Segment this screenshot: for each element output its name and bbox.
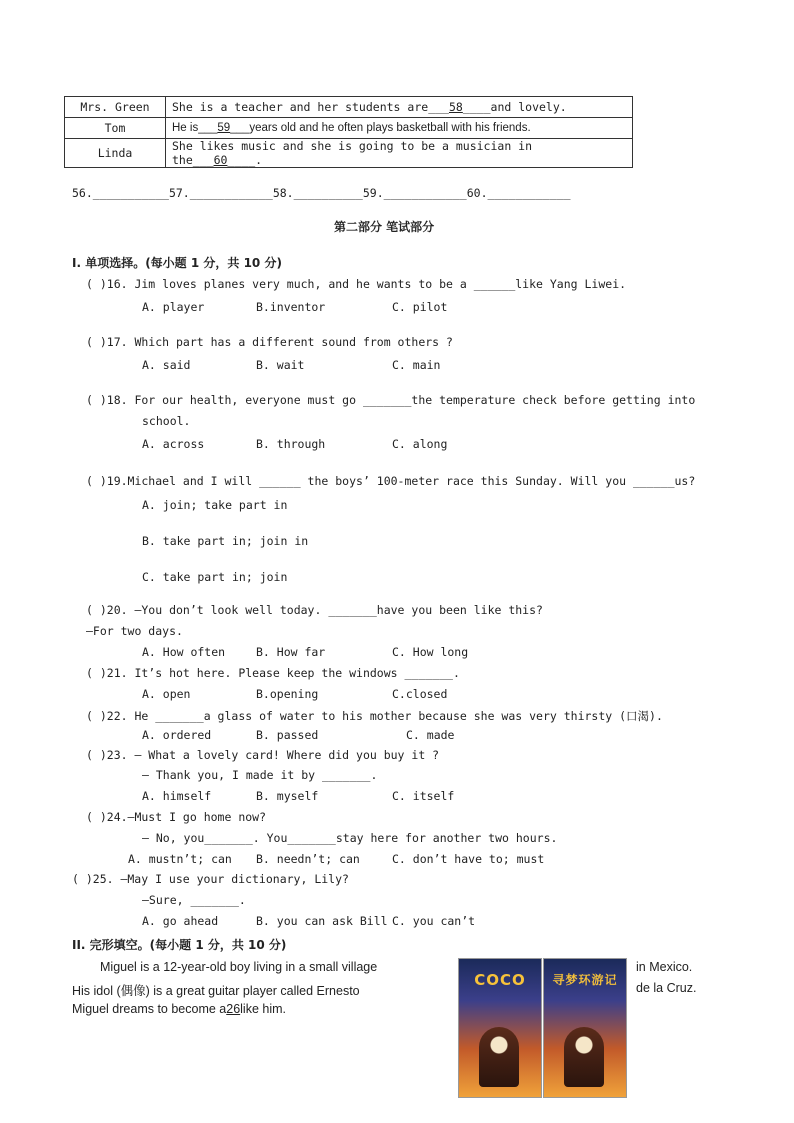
answer-line: 56.___________57.____________58.__________59.____________60.____________ xyxy=(72,186,571,200)
option: B. needn’t; can xyxy=(256,852,360,866)
question-continuation: —Sure, _______. xyxy=(142,893,246,907)
passage-line: de la Cruz. xyxy=(636,981,697,995)
poster-logo: 寻梦环游记 xyxy=(552,973,618,987)
option: A. player xyxy=(142,300,205,314)
question-stem: ( )20. —You don’t look well today. _______have you been like this? xyxy=(86,603,543,617)
option: A. open xyxy=(142,687,191,701)
option: A. across xyxy=(142,437,205,451)
option: B. How far xyxy=(256,645,326,659)
table-row xyxy=(65,97,633,118)
option: A. join; take part in xyxy=(142,498,288,512)
option: A. go ahead xyxy=(142,914,219,928)
option: B. you can ask Bill xyxy=(256,914,388,928)
question-stem: ( )17. Which part has a different sound from others ? xyxy=(86,335,453,349)
poster-logo: COCO xyxy=(474,971,526,989)
option: C. you can’t xyxy=(392,914,476,928)
option: C. pilot xyxy=(392,300,448,314)
question-continuation: — Thank you, I made it by _______. xyxy=(142,768,378,782)
option: C. made xyxy=(406,728,455,742)
option: C. take part in; join xyxy=(142,570,288,584)
info-table xyxy=(64,96,633,168)
option: A. himself xyxy=(142,789,212,803)
option: B.inventor xyxy=(256,300,326,314)
option: B. passed xyxy=(256,728,319,742)
option: C. don’t have to; must xyxy=(392,852,545,866)
passage-line: His idol (偶像) is a great guitar player called Ernesto xyxy=(72,984,360,998)
section-title: I. 单项选择。(每小题 1 分，共 10 分) xyxy=(72,256,282,270)
question-continuation: — No, you_______. You_______stay here for another two hours. xyxy=(142,831,558,845)
question-continuation: school. xyxy=(142,414,191,428)
option: A. ordered xyxy=(142,728,212,742)
section-title: II. 完形填空。(每小题 1 分，共 10 分) xyxy=(72,938,287,952)
question-stem: ( )25. —May I use your dictionary, Lily? xyxy=(72,872,349,886)
passage-line: in Mexico. xyxy=(636,960,693,974)
question-stem: ( )18. For our health, everyone must go _______the temperature check before getting into xyxy=(86,393,696,407)
movie-poster-image xyxy=(458,958,542,1098)
table-cell-name: Tom xyxy=(65,118,166,139)
passage-line: Miguel is a 12-year-old boy living in a small village xyxy=(100,960,378,974)
table-row xyxy=(65,139,633,168)
table-cell-text: She likes music and she is going to be a musician in the___60____. xyxy=(166,139,633,168)
table-row xyxy=(65,118,633,139)
question-stem: ( )24.—Must I go home now? xyxy=(86,810,267,824)
option: C. along xyxy=(392,437,448,451)
question-stem: ( )19.Michael and I will ______ the boys’ 100-meter race this Sunday. Will you ______us? xyxy=(86,474,696,488)
question-stem: ( )22. He _______a glass of water to his mother because she was very thirsty (口渴). xyxy=(86,709,663,723)
table-cell-name: Mrs. Green xyxy=(65,97,166,118)
option: C. main xyxy=(392,358,441,372)
option: A. mustn’t; can xyxy=(128,852,232,866)
option: B. take part in; join in xyxy=(142,534,309,548)
part-title: 第二部分 笔试部分 xyxy=(334,220,435,234)
option: B. through xyxy=(256,437,326,451)
question-stem: ( )16. Jim loves planes very much, and he wants to be a ______like Yang Liwei. xyxy=(86,277,627,291)
option: C. itself xyxy=(392,789,455,803)
option: A. said xyxy=(142,358,191,372)
table-cell-text: She is a teacher and her students are___58____and lovely. xyxy=(166,97,633,118)
question-stem: ( )21. It’s hot here. Please keep the windows _______. xyxy=(86,666,460,680)
option: C.closed xyxy=(392,687,448,701)
table-cell-text: He is___59___years old and he often plays basketball with his friends. xyxy=(166,118,633,139)
passage-line: Miguel dreams to become a26like him. xyxy=(72,1002,286,1016)
option: C. How long xyxy=(392,645,469,659)
question-stem: ( )23. — What a lovely card! Where did you buy it ? xyxy=(86,748,440,762)
option: B.opening xyxy=(256,687,319,701)
movie-poster-image xyxy=(543,958,627,1098)
option: B. wait xyxy=(256,358,305,372)
option: A. How often xyxy=(142,645,226,659)
question-continuation: —For two days. xyxy=(86,624,183,638)
option: B. myself xyxy=(256,789,319,803)
table-cell-name: Linda xyxy=(65,139,166,168)
